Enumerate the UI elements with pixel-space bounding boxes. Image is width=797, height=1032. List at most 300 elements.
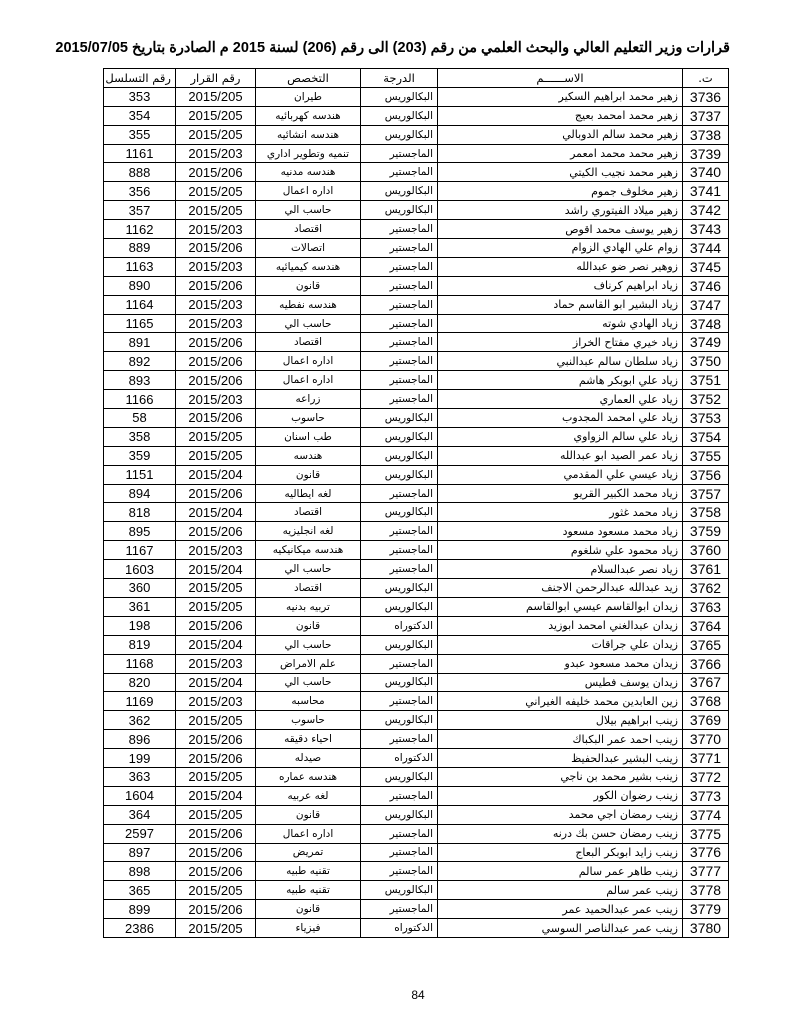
cell-serial: 356 [104, 182, 176, 201]
cell-specialization: هندسه نفطيه [256, 295, 361, 314]
cell-num: 3738 [683, 125, 729, 144]
cell-specialization: اداره اعمال [256, 352, 361, 371]
cell-decision: 2015/206 [176, 352, 256, 371]
cell-num: 3768 [683, 692, 729, 711]
cell-num: 3777 [683, 862, 729, 881]
cell-degree: الماجستير [361, 484, 438, 503]
table-header-row [104, 69, 729, 88]
cell-specialization: هندسه كيميائيه [256, 257, 361, 276]
cell-name: زهير محمد نجيب الكيتي [438, 163, 683, 182]
cell-num: 3736 [683, 87, 729, 106]
cell-decision: 2015/206 [176, 484, 256, 503]
cell-decision: 2015/206 [176, 616, 256, 635]
cell-specialization: صيدله [256, 749, 361, 768]
cell-name: زياد ابراهيم كرناف [438, 276, 683, 295]
cell-name: زيدان محمد مسعود عبدو [438, 654, 683, 673]
cell-name: زهير محمد امحمد بعيج [438, 106, 683, 125]
table-row [104, 333, 729, 352]
cell-specialization: لغه عربيه [256, 786, 361, 805]
cell-num: 3774 [683, 805, 729, 824]
table-row [104, 182, 729, 201]
cell-decision: 2015/204 [176, 465, 256, 484]
cell-num: 3772 [683, 767, 729, 786]
cell-decision: 2015/204 [176, 786, 256, 805]
cell-decision: 2015/206 [176, 824, 256, 843]
cell-specialization: تقنيه طبيه [256, 862, 361, 881]
cell-num: 3775 [683, 824, 729, 843]
cell-specialization: هندسه [256, 446, 361, 465]
cell-degree: الماجستير [361, 144, 438, 163]
cell-name: زياد محمد غثور [438, 503, 683, 522]
cell-degree: الماجستير [361, 730, 438, 749]
cell-specialization: هندسه مدنيه [256, 163, 361, 182]
table-row [104, 579, 729, 598]
cell-num: 3745 [683, 257, 729, 276]
cell-serial: 353 [104, 87, 176, 106]
cell-serial: 1162 [104, 220, 176, 239]
cell-serial: 1169 [104, 692, 176, 711]
cell-degree: البكالوريس [361, 711, 438, 730]
cell-degree: البكالوريس [361, 881, 438, 900]
header-num: ت. [683, 69, 729, 88]
cell-serial: 1604 [104, 786, 176, 805]
cell-decision: 2015/204 [176, 635, 256, 654]
cell-serial: 361 [104, 597, 176, 616]
cell-name: زينب عمر عبدالناصر السوسي [438, 919, 683, 938]
table-row [104, 692, 729, 711]
cell-num: 3751 [683, 371, 729, 390]
cell-serial: 889 [104, 239, 176, 258]
cell-num: 3742 [683, 201, 729, 220]
cell-decision: 2015/205 [176, 125, 256, 144]
cell-serial: 1603 [104, 560, 176, 579]
cell-decision: 2015/205 [176, 767, 256, 786]
cell-num: 3743 [683, 220, 729, 239]
cell-serial: 892 [104, 352, 176, 371]
cell-name: زينب بشير محمد بن ناجي [438, 767, 683, 786]
cell-num: 3770 [683, 730, 729, 749]
cell-serial: 1168 [104, 654, 176, 673]
cell-degree: الماجستير [361, 522, 438, 541]
cell-name: زينب رمضان حسن بك درنه [438, 824, 683, 843]
cell-degree: البكالوريس [361, 446, 438, 465]
table-row [104, 144, 729, 163]
table-row [104, 163, 729, 182]
table-body [104, 87, 729, 937]
cell-serial: 1151 [104, 465, 176, 484]
cell-num: 3776 [683, 843, 729, 862]
cell-decision: 2015/206 [176, 163, 256, 182]
cell-decision: 2015/206 [176, 333, 256, 352]
cell-degree: البكالوريس [361, 182, 438, 201]
cell-serial: 898 [104, 862, 176, 881]
cell-degree: الماجستير [361, 276, 438, 295]
cell-decision: 2015/205 [176, 87, 256, 106]
cell-serial: 819 [104, 635, 176, 654]
table-row [104, 597, 729, 616]
cell-decision: 2015/205 [176, 711, 256, 730]
cell-degree: الماجستير [361, 314, 438, 333]
cell-name: زياد عيسي علي المقدمي [438, 465, 683, 484]
cell-specialization: قانون [256, 276, 361, 295]
cell-specialization: زراعه [256, 390, 361, 409]
cell-name: زينب عمر سالم [438, 881, 683, 900]
cell-decision: 2015/203 [176, 295, 256, 314]
cell-serial: 363 [104, 767, 176, 786]
cell-decision: 2015/204 [176, 673, 256, 692]
cell-degree: البكالوريس [361, 106, 438, 125]
cell-serial: 895 [104, 522, 176, 541]
cell-name: زياد خيري مفتاح الخراز [438, 333, 683, 352]
cell-num: 3766 [683, 654, 729, 673]
cell-num: 3753 [683, 409, 729, 428]
cell-name: زياد محمد مسعود مسعود [438, 522, 683, 541]
table-row [104, 635, 729, 654]
cell-serial: 2597 [104, 824, 176, 843]
table-row [104, 125, 729, 144]
cell-degree: الماجستير [361, 654, 438, 673]
page-number: 84 [411, 988, 425, 1002]
cell-degree: الماجستير [361, 220, 438, 239]
cell-degree: البكالوريس [361, 427, 438, 446]
table-row [104, 503, 729, 522]
cell-name: زينب رضوان الكور [438, 786, 683, 805]
cell-name: زين العابدين محمد خليفه الغيراني [438, 692, 683, 711]
cell-name: زيدان عبدالغني امحمد ابوزيد [438, 616, 683, 635]
table-row [104, 106, 729, 125]
cell-name: زيد عبدالله عبدالرحمن الاجنف [438, 579, 683, 598]
header-decision: رقم القرار [176, 69, 256, 88]
cell-serial: 198 [104, 616, 176, 635]
table-row [104, 201, 729, 220]
header-specialization: التخصص [256, 69, 361, 88]
cell-name: زهير محمد سالم الدوبالي [438, 125, 683, 144]
table-row [104, 900, 729, 919]
cell-decision: 2015/206 [176, 843, 256, 862]
cell-specialization: اداره اعمال [256, 182, 361, 201]
cell-num: 3758 [683, 503, 729, 522]
cell-name: زياد عمر الصيد ابو عبدالله [438, 446, 683, 465]
cell-name: زهير محمد ابراهيم السكير [438, 87, 683, 106]
cell-specialization: اتصالات [256, 239, 361, 258]
table-row [104, 352, 729, 371]
cell-serial: 364 [104, 805, 176, 824]
table-row [104, 446, 729, 465]
cell-decision: 2015/205 [176, 106, 256, 125]
table-row [104, 295, 729, 314]
table-row [104, 409, 729, 428]
cell-specialization: تمريض [256, 843, 361, 862]
cell-name: زيدان ابوالقاسم عيسي ابوالقاسم [438, 597, 683, 616]
table-row [104, 843, 729, 862]
cell-name: زهير محمد محمد امعمر [438, 144, 683, 163]
cell-serial: 1161 [104, 144, 176, 163]
table-row [104, 522, 729, 541]
cell-serial: 896 [104, 730, 176, 749]
cell-decision: 2015/206 [176, 371, 256, 390]
cell-num: 3780 [683, 919, 729, 938]
cell-serial: 357 [104, 201, 176, 220]
cell-name: زياد علي ابوبكر هاشم [438, 371, 683, 390]
cell-specialization: هندسه انشائيه [256, 125, 361, 144]
cell-serial: 354 [104, 106, 176, 125]
table-row [104, 87, 729, 106]
cell-serial: 891 [104, 333, 176, 352]
cell-serial: 818 [104, 503, 176, 522]
cell-name: زهير مخلوف جموم [438, 182, 683, 201]
cell-degree: الماجستير [361, 541, 438, 560]
cell-decision: 2015/205 [176, 919, 256, 938]
table-row [104, 314, 729, 333]
cell-degree: الماجستير [361, 352, 438, 371]
cell-serial: 1167 [104, 541, 176, 560]
cell-decision: 2015/206 [176, 239, 256, 258]
cell-num: 3779 [683, 900, 729, 919]
cell-serial: 893 [104, 371, 176, 390]
cell-num: 3741 [683, 182, 729, 201]
cell-name: زهير ميلاد الفيتوري راشد [438, 201, 683, 220]
cell-specialization: هندسه ميكانيكيه [256, 541, 361, 560]
cell-num: 3769 [683, 711, 729, 730]
cell-num: 3754 [683, 427, 729, 446]
cell-name: زينب احمد عمر البكباك [438, 730, 683, 749]
table-row [104, 541, 729, 560]
cell-decision: 2015/205 [176, 182, 256, 201]
cell-degree: الدكتوراه [361, 749, 438, 768]
cell-num: 3744 [683, 239, 729, 258]
cell-num: 3755 [683, 446, 729, 465]
cell-decision: 2015/206 [176, 276, 256, 295]
cell-num: 3746 [683, 276, 729, 295]
cell-num: 3778 [683, 881, 729, 900]
table-row [104, 881, 729, 900]
cell-decision: 2015/203 [176, 654, 256, 673]
cell-specialization: قانون [256, 616, 361, 635]
cell-decision: 2015/206 [176, 900, 256, 919]
header-name: الاســــــم [438, 69, 683, 88]
table-row [104, 616, 729, 635]
cell-decision: 2015/203 [176, 541, 256, 560]
cell-name: زهير يوسف محمد اقوص [438, 220, 683, 239]
cell-name: زياد محمود علي شلغوم [438, 541, 683, 560]
cell-degree: البكالوريس [361, 201, 438, 220]
cell-degree: البكالوريس [361, 409, 438, 428]
cell-degree: البكالوريس [361, 87, 438, 106]
cell-decision: 2015/203 [176, 390, 256, 409]
cell-decision: 2015/205 [176, 579, 256, 598]
table-row [104, 824, 729, 843]
cell-serial: 888 [104, 163, 176, 182]
cell-num: 3763 [683, 597, 729, 616]
cell-degree: الماجستير [361, 163, 438, 182]
cell-degree: البكالوريس [361, 635, 438, 654]
cell-specialization: محاسبه [256, 692, 361, 711]
cell-degree: الماجستير [361, 692, 438, 711]
cell-serial: 359 [104, 446, 176, 465]
header-serial: رقم التسلسل [104, 69, 176, 88]
cell-name: زوام علي الهادي الزوام [438, 239, 683, 258]
cell-name: زينب زايد ابوبكر البعاج [438, 843, 683, 862]
cell-name: زياد علي امحمد المجدوب [438, 409, 683, 428]
cell-decision: 2015/206 [176, 409, 256, 428]
cell-specialization: احياء دقيقه [256, 730, 361, 749]
cell-serial: 899 [104, 900, 176, 919]
table-row [104, 390, 729, 409]
table-row [104, 786, 729, 805]
cell-specialization: اقتصاد [256, 220, 361, 239]
cell-degree: البكالوريس [361, 579, 438, 598]
cell-specialization: هندسه كهربائيه [256, 106, 361, 125]
cell-specialization: اقتصاد [256, 503, 361, 522]
table-row [104, 484, 729, 503]
cell-name: زينب البشير عبدالحفيظ [438, 749, 683, 768]
cell-specialization: حاسب الي [256, 201, 361, 220]
cell-num: 3756 [683, 465, 729, 484]
cell-serial: 360 [104, 579, 176, 598]
cell-num: 3765 [683, 635, 729, 654]
cell-decision: 2015/205 [176, 597, 256, 616]
cell-specialization: قانون [256, 900, 361, 919]
cell-specialization: قانون [256, 465, 361, 484]
cell-degree: الدكتوراه [361, 616, 438, 635]
cell-specialization: اقتصاد [256, 333, 361, 352]
cell-specialization: قانون [256, 805, 361, 824]
cell-serial: 890 [104, 276, 176, 295]
cell-decision: 2015/203 [176, 314, 256, 333]
cell-num: 3760 [683, 541, 729, 560]
cell-num: 3773 [683, 786, 729, 805]
cell-num: 3739 [683, 144, 729, 163]
cell-specialization: لغه ايطاليه [256, 484, 361, 503]
cell-specialization: تربيه بدنيه [256, 597, 361, 616]
cell-num: 3762 [683, 579, 729, 598]
table-row [104, 805, 729, 824]
cell-degree: البكالوريس [361, 597, 438, 616]
cell-name: زياد علي سالم الزواوي [438, 427, 683, 446]
cell-name: زياد محمد الكبير القريو [438, 484, 683, 503]
cell-num: 3740 [683, 163, 729, 182]
cell-name: زيدان يوسف فطيس [438, 673, 683, 692]
cell-serial: 355 [104, 125, 176, 144]
cell-specialization: لغه انجليزيه [256, 522, 361, 541]
table-row [104, 919, 729, 938]
cell-serial: 894 [104, 484, 176, 503]
cell-degree: البكالوريس [361, 503, 438, 522]
cell-degree: البكالوريس [361, 767, 438, 786]
cell-specialization: طب اسنان [256, 427, 361, 446]
table-row [104, 560, 729, 579]
cell-specialization: اداره اعمال [256, 371, 361, 390]
cell-serial: 362 [104, 711, 176, 730]
header-degree: الدرجة [361, 69, 438, 88]
cell-name: زوهير نصر ضو عبدالله [438, 257, 683, 276]
table-row [104, 767, 729, 786]
cell-degree: الماجستير [361, 824, 438, 843]
cell-name: زياد البشير ابو القاسم حماد [438, 295, 683, 314]
cell-specialization: طيران [256, 87, 361, 106]
table-row [104, 730, 729, 749]
cell-decision: 2015/203 [176, 220, 256, 239]
cell-degree: الماجستير [361, 560, 438, 579]
cell-decision: 2015/206 [176, 730, 256, 749]
cell-degree: البكالوريس [361, 125, 438, 144]
records-table [103, 68, 729, 938]
cell-name: زينب عمر عبدالحميد عمر [438, 900, 683, 919]
cell-serial: 1165 [104, 314, 176, 333]
cell-name: زينب طاهر عمر سالم [438, 862, 683, 881]
cell-decision: 2015/206 [176, 749, 256, 768]
cell-decision: 2015/203 [176, 257, 256, 276]
cell-serial: 897 [104, 843, 176, 862]
table-row [104, 673, 729, 692]
cell-serial: 1164 [104, 295, 176, 314]
cell-name: زيدان علي جراقات [438, 635, 683, 654]
table-row [104, 862, 729, 881]
cell-serial: 2386 [104, 919, 176, 938]
cell-specialization: فيزياء [256, 919, 361, 938]
cell-degree: الماجستير [361, 862, 438, 881]
cell-serial: 365 [104, 881, 176, 900]
cell-serial: 1163 [104, 257, 176, 276]
cell-decision: 2015/205 [176, 881, 256, 900]
cell-specialization: حاسب الي [256, 314, 361, 333]
table-row [104, 276, 729, 295]
cell-degree: الدكتوراه [361, 919, 438, 938]
table-row [104, 749, 729, 768]
table-row [104, 371, 729, 390]
cell-degree: الماجستير [361, 786, 438, 805]
cell-num: 3747 [683, 295, 729, 314]
cell-decision: 2015/205 [176, 446, 256, 465]
cell-name: زياد علي العماري [438, 390, 683, 409]
cell-num: 3752 [683, 390, 729, 409]
cell-name: زياد الهادي شوته [438, 314, 683, 333]
table-row [104, 239, 729, 258]
cell-num: 3757 [683, 484, 729, 503]
cell-degree: البكالوريس [361, 673, 438, 692]
cell-specialization: حاسب الي [256, 560, 361, 579]
table-row [104, 465, 729, 484]
cell-decision: 2015/204 [176, 503, 256, 522]
cell-decision: 2015/205 [176, 201, 256, 220]
cell-degree: الماجستير [361, 333, 438, 352]
cell-degree: الماجستير [361, 843, 438, 862]
cell-num: 3737 [683, 106, 729, 125]
cell-name: زياد نصر عبدالسلام [438, 560, 683, 579]
cell-specialization: تقنيه طبيه [256, 881, 361, 900]
cell-serial: 58 [104, 409, 176, 428]
cell-specialization: تنميه وتطوير اداري [256, 144, 361, 163]
cell-name: زينب رمضان اجي محمد [438, 805, 683, 824]
cell-specialization: حاسب الي [256, 673, 361, 692]
cell-decision: 2015/205 [176, 805, 256, 824]
cell-decision: 2015/206 [176, 522, 256, 541]
cell-decision: 2015/203 [176, 144, 256, 163]
cell-specialization: علم الامراض [256, 654, 361, 673]
table-row [104, 427, 729, 446]
cell-degree: الماجستير [361, 295, 438, 314]
cell-specialization: هندسه عماره [256, 767, 361, 786]
cell-degree: الماجستير [361, 257, 438, 276]
cell-degree: الماجستير [361, 371, 438, 390]
cell-degree: الماجستير [361, 390, 438, 409]
cell-num: 3771 [683, 749, 729, 768]
cell-degree: الماجستير [361, 900, 438, 919]
cell-decision: 2015/204 [176, 560, 256, 579]
cell-name: زياد سلطان سالم عبدالنبي [438, 352, 683, 371]
cell-serial: 199 [104, 749, 176, 768]
cell-num: 3759 [683, 522, 729, 541]
